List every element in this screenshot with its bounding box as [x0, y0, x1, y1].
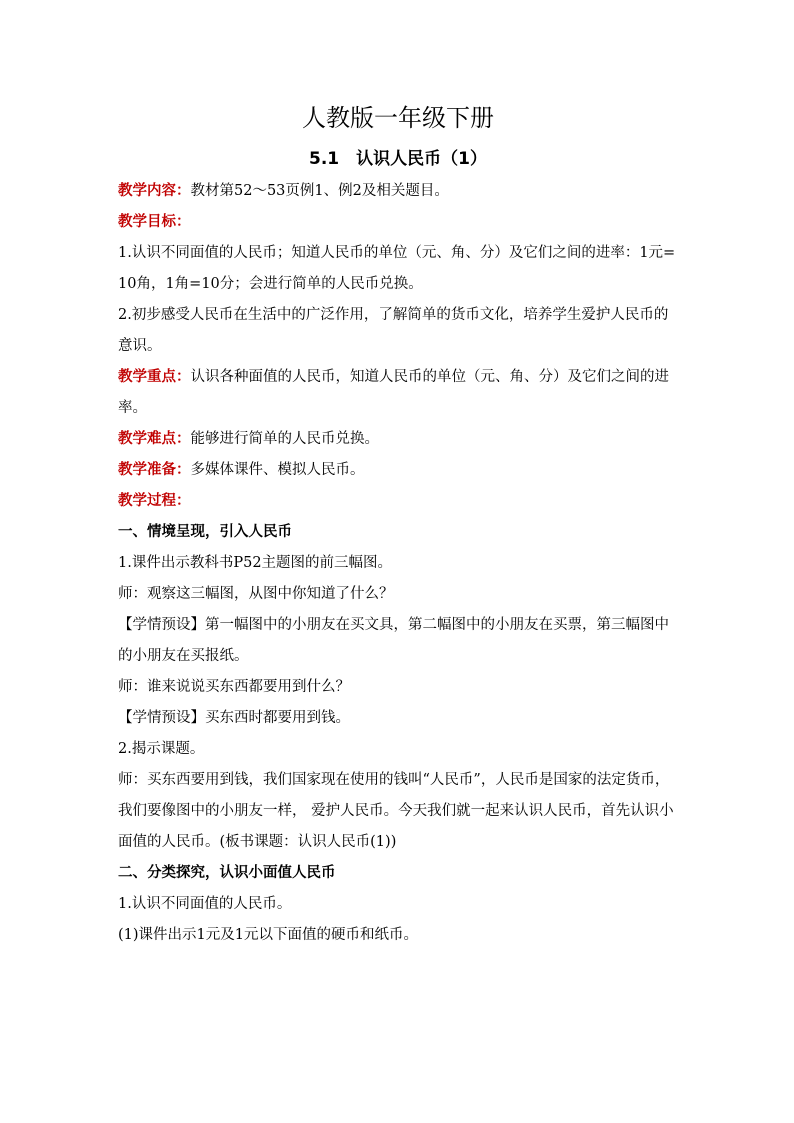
prep-label: 教学准备： — [118, 462, 191, 478]
lesson-subtitle: 5.1 认识人民币（1） — [309, 149, 487, 169]
paragraph: 【学情预设】买东西时都要用到钱。 — [118, 710, 350, 726]
document-title: 人教版一年级下册 — [302, 104, 494, 132]
difficulty-label: 教学难点： — [118, 431, 191, 447]
paragraph: (1)课件出示1元及1元以下面值的硬币和纸币。 — [118, 927, 418, 943]
goal-item: 2.初步感受人民币在生活中的广泛作用，了解简单的货币文化，培养学生爱护人民币的意识。 — [118, 307, 669, 354]
paragraph: 1.课件出示教科书P52主题图的前三幅图。 — [118, 555, 393, 571]
paragraph: 师：买东西要用到钱，我们国家现在使用的钱叫“人民币”，人民币是国家的法定货币，我们要像图中的小朋友一样， 爱护人民币。今天我们就一起来认识人民币，首先认识小面值的人民币。(板书课题：认识人民币(1)) — [118, 772, 674, 850]
section-heading: 一、情境呈现，引入人民币 — [118, 524, 292, 540]
focus-label: 教学重点： — [118, 369, 191, 385]
content-label: 教学内容： — [118, 183, 191, 199]
focus-text: 认识各种面值的人民币，知道人民币的单位（元、角、分）及它们之间的进率。 — [118, 369, 669, 416]
teaching-difficulty — [118, 424, 678, 455]
paragraph: 师：观察这三幅图，从图中你知道了什么？ — [118, 586, 394, 602]
goal-item: 1.认识不同面值的人民币；知道人民币的单位（元、角、分）及它们之间的进率：1元=10角，1角=10分；会进行简单的人民币兑换。 — [118, 245, 676, 292]
teaching-content — [118, 176, 678, 207]
paragraph: 师：谁来说说买东西都要用到什么？ — [118, 679, 350, 695]
teaching-focus — [118, 362, 678, 424]
difficulty-text: 能够进行简单的人民币兑换。 — [190, 431, 379, 447]
content-text: 教材第52～53页例1、例2及相关题目。 — [190, 183, 449, 199]
section-heading: 二、分类探究，认识小面值人民币 — [118, 865, 336, 881]
paragraph: 2.揭示课题。 — [118, 741, 205, 757]
teaching-process-heading — [118, 486, 678, 517]
prep-text: 多媒体课件、模拟人民币。 — [190, 462, 365, 478]
process-label: 教学过程： — [118, 493, 191, 509]
document-page — [118, 100, 678, 951]
teaching-goals-heading — [118, 207, 678, 238]
goals-label: 教学目标： — [118, 214, 191, 230]
teaching-prep — [118, 455, 678, 486]
paragraph: 【学情预设】第一幅图中的小朋友在买文具，第二幅图中的小朋友在买票，第三幅图中的小朋友在买报纸。 — [118, 617, 669, 664]
paragraph: 1.认识不同面值的人民币。 — [118, 896, 292, 912]
